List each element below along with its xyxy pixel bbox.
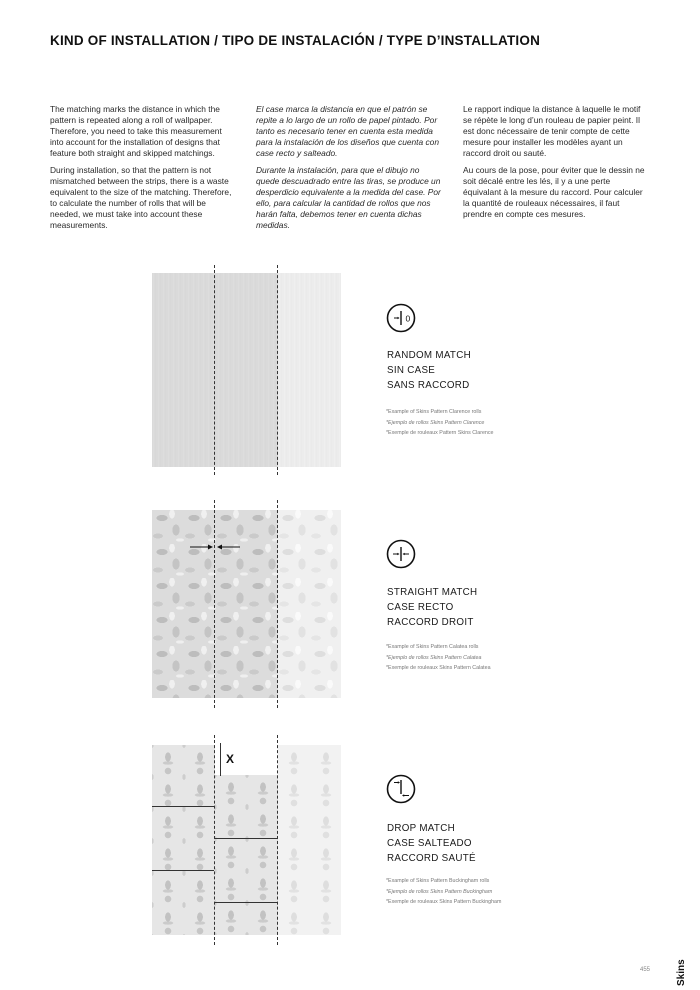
drop-match-swatch bbox=[152, 745, 341, 935]
straight-match-swatch bbox=[152, 510, 341, 698]
straight-match-notes bbox=[386, 642, 491, 674]
random-match-notes bbox=[386, 407, 493, 439]
intro-english bbox=[50, 104, 235, 237]
random-match-swatch bbox=[152, 273, 341, 467]
match-label: DROP MATCH bbox=[387, 823, 455, 834]
intro-paragraph: Durante la instalación, para que el dibujo no quede descuadrado entre las tiras, se produce un desperdicio equivalente a la medida del case. Por ello, para calcular la cantidad de rollos que nos harán falta, debemos tener en cuenta dichas medidas. bbox=[256, 165, 441, 230]
random-match-icon-text: 0 bbox=[405, 313, 411, 324]
example-note: *Ejemplo de rollos Skins Pattern Clarence bbox=[386, 419, 485, 426]
drop-match-notes bbox=[386, 876, 501, 908]
match-label: RACCORD SAUTÉ bbox=[387, 853, 476, 864]
intro-spanish bbox=[256, 104, 441, 237]
repeat-line bbox=[152, 870, 214, 871]
match-label: CASE SALTEADO bbox=[387, 838, 472, 849]
wallpaper-strip bbox=[152, 745, 215, 935]
alignment-arrows-icon bbox=[190, 541, 240, 553]
drop-match-labels bbox=[387, 821, 476, 866]
intro-paragraph: Au cours de la pose, pour éviter que le dessin ne soit décalé entre les lés, il y a une perte équivalant à la mesure du raccord. Pour calculer la quantité de rouleaux nécessaires, il faut prendre en compte ces mesures. bbox=[463, 165, 645, 219]
example-note: *Example of Skins Pattern Clarence rolls bbox=[386, 409, 482, 415]
wallpaper-strip bbox=[278, 745, 341, 935]
example-note: *Example of Skins Pattern Calatea rolls bbox=[386, 644, 479, 650]
match-label: RANDOM MATCH bbox=[387, 350, 471, 361]
random-match-icon bbox=[386, 303, 416, 333]
repeat-line bbox=[214, 838, 277, 839]
match-label: SIN CASE bbox=[387, 365, 436, 376]
wallpaper-strip bbox=[215, 775, 278, 935]
wallpaper-strip bbox=[152, 510, 278, 698]
seam-line bbox=[214, 500, 215, 708]
intro-paragraph: During installation, so that the pattern is not mismatched between the strips, there is a waste equivalent to the size of the matching. Therefore, to calculate the number of rolls that will be needed, we must take into account these measurements. bbox=[50, 165, 232, 230]
straight-match-labels bbox=[387, 585, 477, 630]
example-note: *Ejemplo de rollos Skins Pattern Buckingham bbox=[386, 888, 493, 895]
match-label: RACCORD DROIT bbox=[387, 617, 474, 628]
example-note: *Example of Skins Pattern Buckingham rolls bbox=[386, 878, 490, 884]
straight-match-icon bbox=[386, 539, 416, 569]
intro-french bbox=[463, 104, 648, 226]
match-label: STRAIGHT MATCH bbox=[387, 587, 478, 598]
intro-paragraph: The matching marks the distance in which the pattern is repeated along a roll of wallpaper. Therefore, you need to take this measurement into account for the installation of designs that feature both straight and skipped matchings. bbox=[50, 104, 222, 158]
example-note: *Exemple de rouleaux Skins Pattern Calatea bbox=[386, 665, 491, 671]
drop-offset-bracket bbox=[220, 743, 221, 776]
drop-match-icon bbox=[386, 774, 416, 804]
seam-line bbox=[214, 735, 215, 945]
wallpaper-strip bbox=[152, 273, 278, 467]
wallpaper-strip bbox=[278, 273, 341, 467]
seam-line bbox=[277, 735, 278, 945]
drop-offset-label: X bbox=[226, 752, 235, 766]
example-note: *Exemple de rouleaux Skins Pattern Buckingham bbox=[386, 899, 502, 905]
drop-offset-gap bbox=[215, 745, 278, 775]
match-label: SANS RACCORD bbox=[387, 380, 470, 391]
page-title: KIND OF INSTALLATION / TIPO DE INSTALACIÓN / TYPE D’INSTALLATION bbox=[50, 33, 541, 48]
intro-paragraph: El case marca la distancia en que el patrón se repite a lo largo de un rollo de papel pintado. Por tanto es necesario tener en cuenta esta medida para la instalación de los diseños que cuenta con case recto y salteado. bbox=[256, 104, 439, 158]
example-note: *Ejemplo de rollos Skins Pattern Calatea bbox=[386, 654, 482, 661]
repeat-line bbox=[152, 806, 214, 807]
brand-name: Skins bbox=[676, 959, 687, 986]
example-note: *Exemple de rouleaux Pattern Skins Clarence bbox=[386, 430, 494, 436]
wallpaper-strip bbox=[278, 510, 341, 698]
repeat-line bbox=[214, 902, 277, 903]
seam-line bbox=[277, 500, 278, 708]
intro-paragraph: Le rapport indique la distance à laquelle le motif se répète le long d’un rouleau de papier peint. Il est donc nécessaire de tenir compte de cette mesure pour installer les modèles ayant un raccord droit ou sauté. bbox=[463, 104, 641, 158]
seam-line bbox=[277, 265, 278, 475]
match-label: CASE RECTO bbox=[387, 602, 454, 613]
page-number: 455 bbox=[640, 967, 651, 973]
seam-line bbox=[214, 265, 215, 475]
random-match-labels bbox=[387, 348, 471, 393]
